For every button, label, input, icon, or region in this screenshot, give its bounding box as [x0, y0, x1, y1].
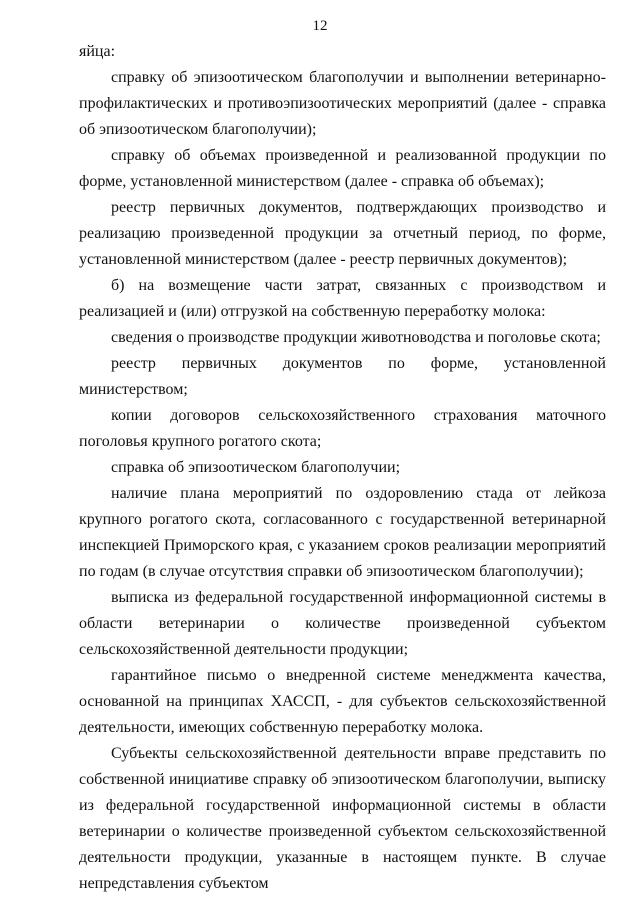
paragraph-documents-register: реестр первичных документов по форме, установленной министерством;	[79, 355, 606, 398]
paragraph-epizootic-certificate: справку об эпизоотическом благополучии и выполнении ветеринарно-профилактических и противоэпизоотических мероприятий (далее - справка об эпизоотическом благополучии);	[79, 69, 606, 138]
paragraph-insurance-copies: копии договоров сельскохозяйственного страхования маточного поголовья крупного рогатого скота;	[79, 407, 606, 450]
paragraph-leukosis-plan: наличие плана мероприятий по оздоровлению стада от лейкоза крупного рогатого скота, согласованного с государственной ветеринарной инспекцией Приморского края, с указанием сроков реализации мероприятий по годам (в случае отсутствия справки об эпизоотическом благополучии);	[79, 485, 606, 580]
paragraph-haccp-letter: гарантийное письмо о внедренной системе менеджмента качества, основанной на принципах ХАССП, - для субъектов сельскохозяйственной деятельности, имеющих собственную переработку молока.	[79, 667, 606, 736]
paragraph-primary-documents-register: реестр первичных документов, подтверждающих производство и реализацию произведенной продукции за отчетный период, по форме, установленной министерством (далее - реестр первичных документов);	[79, 199, 606, 268]
paragraph-eggs-continuation: яйца:	[79, 43, 116, 60]
paragraph-milk-subsection: б) на возмещение части затрат, связанных с производством и реализацией и (или) отгрузкой на собственную переработку молока:	[79, 277, 606, 320]
paragraph-own-initiative: Субъекты сельскохозяйственной деятельности вправе представить по собственной инициативе справку об эпизоотическом благополучии, выписку из федеральной государственной информационной системы в области ветеринарии о количестве произведенной субъектом сельскохозяйственной деятельности продукции, указанные в настоящем пункте. В случае непредставления субъектом	[79, 745, 606, 892]
paragraph-volumes-certificate: справку об объемах произведенной и реализованной продукции по форме, установленной министерством (далее - справка об объемах);	[79, 147, 606, 190]
page-number: 12	[312, 18, 328, 34]
paragraph-epizootic-reference: справка об эпизоотическом благополучии;	[111, 459, 401, 476]
paragraph-federal-extract: выписка из федеральной государственной информационной системы в области ветеринарии о количестве произведенной субъектом сельскохозяйственной деятельности продукции;	[79, 589, 606, 658]
paragraph-livestock-info: сведения о производстве продукции животноводства и поголовье скота;	[111, 329, 601, 346]
document-body	[79, 39, 606, 897]
